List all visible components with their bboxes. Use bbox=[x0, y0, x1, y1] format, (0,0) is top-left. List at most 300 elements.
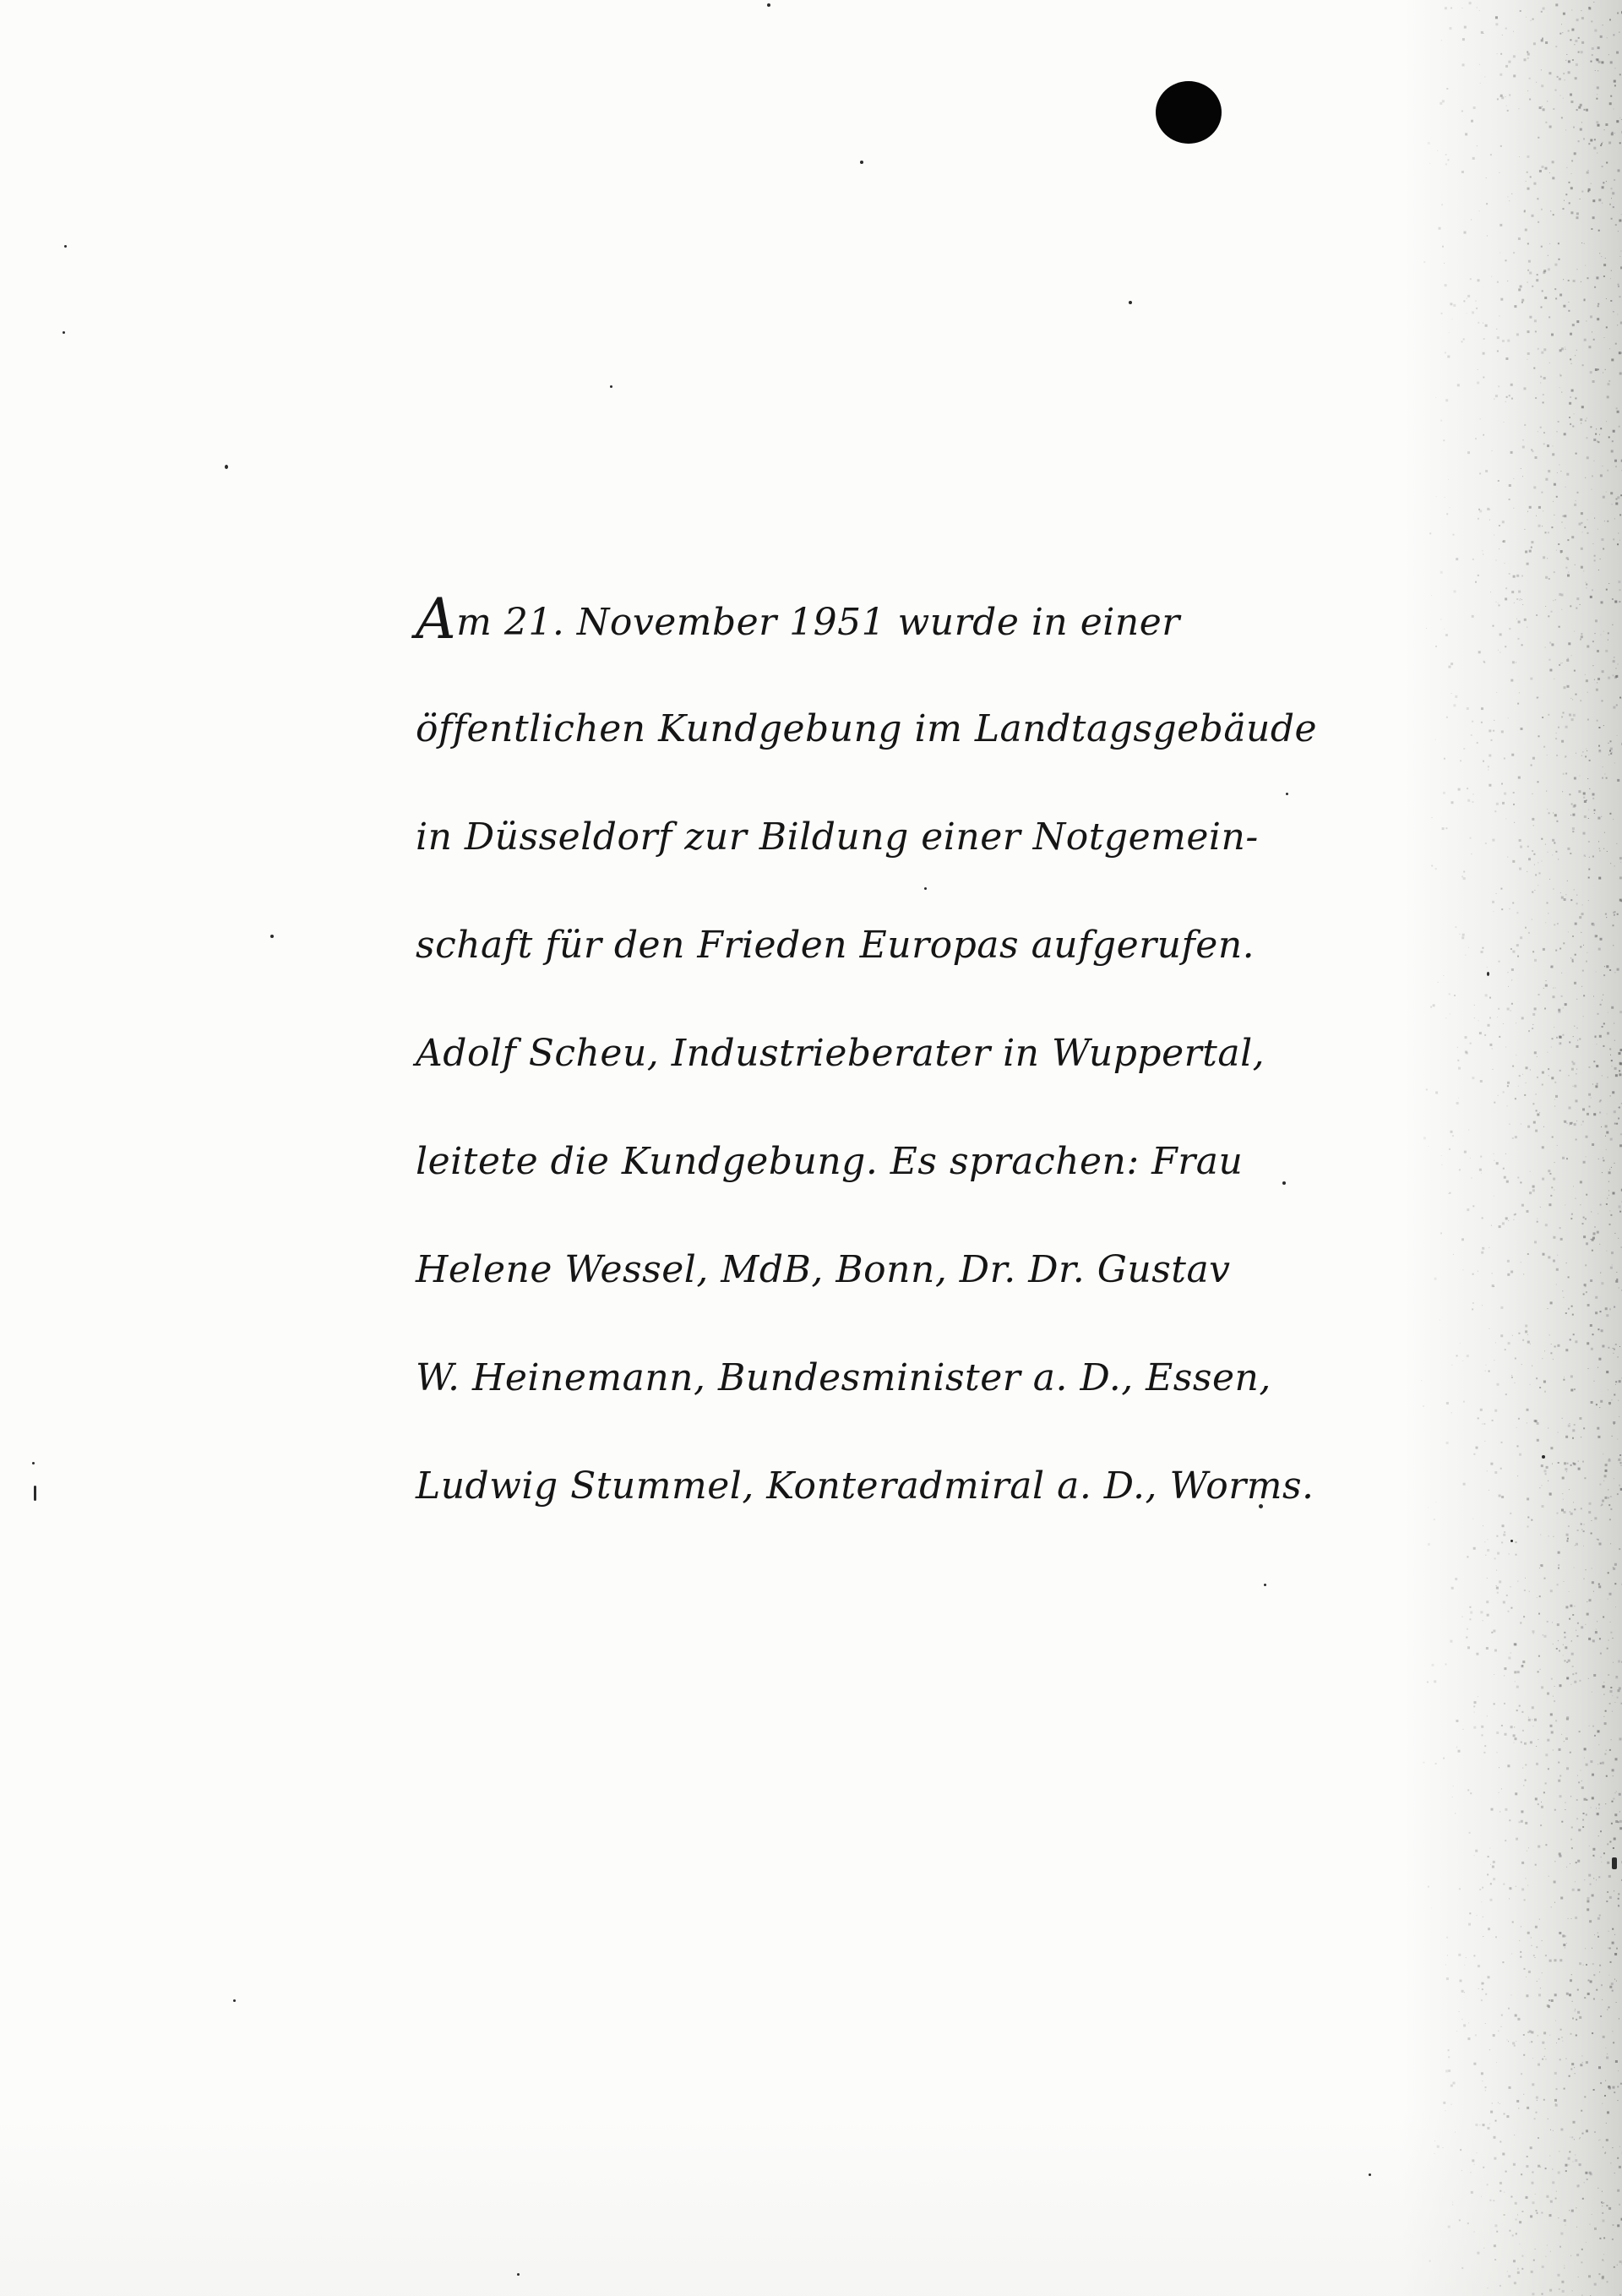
scan-grain bbox=[1562, 2037, 1563, 2038]
scan-grain bbox=[1605, 1497, 1608, 1499]
scan-grain bbox=[1603, 1159, 1604, 1161]
scan-grain bbox=[1559, 1932, 1561, 1934]
scan-grain bbox=[1435, 739, 1436, 740]
scan-grain bbox=[1583, 1427, 1585, 1429]
scan-grain bbox=[1474, 1017, 1475, 1018]
scan-grain bbox=[1497, 1383, 1500, 1386]
scan-grain bbox=[1532, 818, 1534, 821]
scan-grain bbox=[1576, 2019, 1577, 2021]
scan-grain bbox=[1532, 1013, 1535, 1016]
scan-grain bbox=[1513, 31, 1514, 32]
scan-grain bbox=[1521, 1017, 1524, 1019]
scan-grain bbox=[1571, 1827, 1573, 1829]
scan-grain bbox=[1548, 268, 1550, 270]
scan-grain bbox=[1615, 466, 1617, 467]
scan-grain bbox=[1572, 935, 1574, 937]
scan-grain bbox=[1565, 755, 1566, 757]
scan-grain bbox=[1498, 1095, 1499, 1096]
initial-letter: A bbox=[416, 586, 457, 652]
scan-grain bbox=[1550, 1447, 1553, 1449]
scan-grain bbox=[1610, 1508, 1612, 1510]
scan-grain bbox=[1606, 589, 1608, 591]
scan-grain bbox=[1495, 1936, 1497, 1938]
scan-grain bbox=[1582, 364, 1584, 366]
scan-grain bbox=[1497, 53, 1498, 54]
dust-speck bbox=[1542, 1455, 1545, 1459]
scan-grain bbox=[1589, 1502, 1592, 1505]
scan-grain bbox=[1559, 1684, 1562, 1687]
scan-grain bbox=[1573, 280, 1576, 282]
scan-grain bbox=[1544, 1578, 1546, 1579]
scan-grain bbox=[1451, 8, 1452, 9]
scan-grain bbox=[1532, 1630, 1535, 1633]
scan-grain bbox=[1555, 1720, 1557, 1721]
scan-grain bbox=[1509, 95, 1510, 96]
scan-grain bbox=[1547, 1052, 1548, 1053]
scan-grain bbox=[1606, 1775, 1608, 1777]
scan-grain bbox=[1614, 1953, 1617, 1955]
scan-grain bbox=[1585, 477, 1586, 478]
scan-grain bbox=[1558, 1009, 1560, 1012]
scan-grain bbox=[1562, 791, 1563, 792]
scan-grain bbox=[1578, 1461, 1579, 1462]
scan-grain bbox=[1610, 1687, 1612, 1688]
scan-grain bbox=[1481, 1726, 1483, 1728]
scan-grain bbox=[1583, 797, 1585, 799]
scan-grain bbox=[1565, 1646, 1567, 1649]
scan-grain bbox=[1560, 471, 1561, 472]
scan-grain bbox=[1588, 877, 1590, 879]
scan-grain bbox=[1567, 1538, 1569, 1540]
scan-grain bbox=[1449, 1192, 1451, 1194]
scan-grain bbox=[1463, 1483, 1466, 1486]
scan-grain bbox=[1580, 128, 1582, 131]
scan-grain bbox=[1563, 305, 1565, 308]
scan-grain bbox=[1606, 777, 1608, 779]
scan-grain bbox=[1485, 843, 1487, 844]
scan-grain bbox=[1586, 961, 1587, 963]
scan-grain bbox=[1613, 912, 1614, 913]
scan-grain bbox=[1485, 1993, 1487, 1995]
scan-grain bbox=[1608, 1459, 1611, 1462]
scan-grain bbox=[1571, 363, 1572, 364]
scan-grain bbox=[1593, 1974, 1595, 1976]
scan-grain bbox=[1593, 439, 1596, 441]
scan-grain bbox=[1529, 316, 1532, 319]
scan-grain bbox=[1537, 1056, 1538, 1057]
scan-grain bbox=[1458, 1750, 1461, 1753]
scan-grain bbox=[1511, 1375, 1512, 1376]
scan-grain bbox=[1598, 1013, 1599, 1015]
scan-grain bbox=[1609, 1593, 1612, 1595]
scan-grain bbox=[1575, 923, 1577, 925]
scan-grain bbox=[1552, 177, 1554, 179]
scan-grain bbox=[1594, 810, 1596, 811]
scan-grain bbox=[1614, 1934, 1615, 1935]
scan-grain bbox=[1532, 1028, 1533, 1029]
scan-grain bbox=[1482, 947, 1483, 949]
scan-grain bbox=[1543, 394, 1544, 395]
scan-grain bbox=[1529, 1192, 1532, 1194]
scan-grain bbox=[1594, 1735, 1596, 1737]
scan-grain bbox=[1556, 755, 1558, 756]
scan-grain bbox=[1440, 420, 1442, 422]
scan-grain bbox=[1545, 647, 1546, 648]
scan-grain bbox=[1569, 794, 1570, 795]
scan-grain bbox=[1569, 1489, 1570, 1490]
scan-grain bbox=[1538, 137, 1539, 139]
scan-grain bbox=[1525, 1578, 1526, 1579]
scan-grain bbox=[1575, 1917, 1577, 1919]
scan-grain bbox=[1611, 358, 1614, 361]
scan-grain bbox=[1459, 2011, 1460, 2012]
scan-grain bbox=[1496, 1570, 1497, 1571]
scan-grain bbox=[1449, 332, 1450, 333]
scan-grain bbox=[1525, 1822, 1527, 1824]
scan-grain bbox=[1543, 1792, 1545, 1793]
scan-grain bbox=[1518, 1333, 1520, 1334]
scan-grain bbox=[1532, 850, 1533, 852]
text-line-3 bbox=[416, 808, 1259, 867]
scan-grain bbox=[1615, 1758, 1618, 1760]
scan-grain bbox=[1569, 1591, 1570, 1592]
scan-grain bbox=[1522, 604, 1523, 605]
scan-grain bbox=[1576, 895, 1577, 896]
scan-grain bbox=[1571, 390, 1574, 392]
line-text: m 21. November 1951 wurde in einer bbox=[456, 601, 1180, 644]
scan-grain bbox=[1445, 1664, 1447, 1666]
scan-grain bbox=[1583, 1217, 1585, 1219]
scan-grain bbox=[1472, 559, 1474, 560]
scan-grain bbox=[1547, 2004, 1549, 2007]
scan-grain bbox=[1533, 42, 1536, 45]
scan-grain bbox=[1598, 303, 1599, 305]
scan-grain bbox=[1569, 417, 1570, 418]
scan-grain bbox=[1585, 1624, 1586, 1625]
scan-grain bbox=[1508, 1657, 1510, 1660]
scan-grain bbox=[1613, 1568, 1615, 1570]
scan-grain bbox=[1548, 1308, 1549, 1309]
scan-grain bbox=[1587, 532, 1589, 534]
scan-grain bbox=[1545, 532, 1547, 533]
scan-grain bbox=[1584, 109, 1586, 111]
scan-grain bbox=[1536, 1377, 1538, 1379]
scan-grain bbox=[1559, 1748, 1561, 1751]
text-line-9 bbox=[416, 1457, 1314, 1516]
scan-grain bbox=[1608, 1931, 1609, 1932]
scan-grain bbox=[1606, 1251, 1607, 1252]
scan-grain bbox=[1507, 2039, 1508, 2040]
scan-grain bbox=[1448, 479, 1449, 480]
scan-grain bbox=[1521, 2073, 1522, 2075]
scan-grain bbox=[1499, 172, 1500, 173]
scan-grain bbox=[1560, 892, 1561, 893]
scan-grain bbox=[1580, 776, 1581, 777]
scan-grain bbox=[1619, 1206, 1621, 1208]
scan-grain bbox=[1491, 1808, 1494, 1811]
scan-grain bbox=[1484, 1441, 1485, 1442]
scan-grain bbox=[1432, 1664, 1434, 1666]
scan-grain bbox=[1431, 595, 1432, 596]
scan-grain bbox=[1581, 986, 1582, 987]
scan-grain bbox=[1505, 1349, 1506, 1350]
line-text: Ludwig Stummel, Konteradmiral a. D., Worms. bbox=[416, 1464, 1314, 1508]
scan-grain bbox=[1485, 2086, 1487, 2088]
scan-grain bbox=[1581, 1786, 1584, 1789]
scan-grain bbox=[1541, 246, 1543, 248]
scan-grain bbox=[1588, 1093, 1591, 1096]
scan-grain bbox=[1516, 575, 1519, 577]
scan-grain bbox=[1584, 1798, 1587, 1801]
scan-grain bbox=[1566, 659, 1569, 662]
scan-grain bbox=[1515, 2015, 1517, 2017]
scan-grain bbox=[1542, 106, 1543, 107]
scan-grain bbox=[1471, 120, 1473, 123]
scan-grain bbox=[1604, 774, 1605, 775]
scan-grain bbox=[1565, 1468, 1567, 1470]
scan-grain bbox=[1489, 2049, 1490, 2050]
scan-grain bbox=[1478, 322, 1479, 324]
scan-grain bbox=[1600, 428, 1602, 429]
scan-grain bbox=[1472, 801, 1473, 803]
scan-grain bbox=[1467, 1556, 1468, 1557]
scan-grain bbox=[1494, 1410, 1497, 1412]
scan-grain bbox=[1464, 232, 1467, 234]
scan-grain bbox=[1455, 926, 1456, 928]
scan-grain bbox=[1613, 706, 1615, 709]
scan-grain bbox=[1598, 1358, 1601, 1361]
scan-grain bbox=[1573, 1062, 1576, 1065]
scan-grain bbox=[1567, 1463, 1569, 1464]
scan-grain bbox=[1535, 1797, 1538, 1800]
scan-grain bbox=[1463, 338, 1465, 340]
scan-grain bbox=[1548, 470, 1550, 472]
scan-grain bbox=[1579, 916, 1581, 919]
scan-grain bbox=[1586, 582, 1587, 583]
scan-grain bbox=[1532, 450, 1533, 452]
scan-grain bbox=[1612, 1769, 1614, 1771]
scan-grain bbox=[1449, 27, 1451, 30]
scan-grain bbox=[1544, 1470, 1547, 1472]
scan-grain bbox=[1617, 779, 1619, 782]
scan-grain bbox=[1554, 1861, 1555, 1862]
scan-grain bbox=[1590, 1884, 1592, 1885]
scan-grain bbox=[1454, 995, 1456, 996]
scan-grain bbox=[1489, 997, 1491, 999]
scan-grain bbox=[1477, 742, 1478, 744]
scan-grain bbox=[1563, 13, 1565, 15]
scan-grain bbox=[1592, 1333, 1594, 1335]
scan-grain bbox=[1608, 1497, 1609, 1499]
scan-grain bbox=[1609, 102, 1612, 105]
scan-grain bbox=[1518, 1086, 1519, 1087]
scan-grain bbox=[1583, 945, 1584, 946]
scan-grain bbox=[1478, 651, 1481, 653]
scan-grain bbox=[1521, 299, 1524, 302]
scan-grain bbox=[1476, 1447, 1478, 1449]
scan-grain bbox=[1485, 470, 1488, 472]
scan-grain bbox=[1539, 1919, 1540, 1920]
scan-grain bbox=[1527, 53, 1530, 56]
scan-grain bbox=[1509, 499, 1510, 500]
scan-grain bbox=[1596, 428, 1597, 429]
scan-grain bbox=[1502, 541, 1504, 543]
scan-grain bbox=[1521, 1711, 1523, 1713]
scan-grain bbox=[1549, 812, 1550, 814]
scan-grain bbox=[1554, 1082, 1556, 1083]
scan-grain bbox=[1571, 29, 1574, 31]
scan-grain bbox=[1620, 1462, 1622, 1464]
scan-grain bbox=[1445, 399, 1448, 401]
scan-grain bbox=[1524, 58, 1527, 61]
scan-grain bbox=[1569, 714, 1571, 717]
scan-grain bbox=[1543, 988, 1544, 989]
scan-grain bbox=[1542, 38, 1543, 40]
scan-grain bbox=[1554, 483, 1556, 486]
scan-grain bbox=[1489, 1017, 1491, 1019]
scan-grain bbox=[1473, 1547, 1476, 1550]
scan-grain bbox=[1574, 889, 1575, 890]
scan-grain bbox=[1462, 1269, 1463, 1270]
scan-grain bbox=[1591, 1807, 1592, 1808]
scan-grain bbox=[1567, 559, 1569, 560]
scan-grain bbox=[1559, 294, 1562, 297]
scan-grain bbox=[1544, 2056, 1545, 2057]
scan-grain bbox=[1562, 32, 1563, 33]
scan-grain bbox=[1569, 202, 1570, 204]
scan-grain bbox=[1570, 1752, 1571, 1753]
scan-grain bbox=[1619, 1793, 1621, 1796]
scan-grain bbox=[1610, 61, 1613, 63]
scan-grain bbox=[1582, 1223, 1584, 1224]
scan-grain bbox=[1500, 1306, 1503, 1309]
scan-grain bbox=[1577, 492, 1579, 494]
scan-grain bbox=[1598, 199, 1601, 201]
scan-grain bbox=[1574, 413, 1575, 414]
scan-grain bbox=[1587, 437, 1588, 439]
scan-grain bbox=[1608, 1975, 1609, 1976]
scan-grain bbox=[1507, 1273, 1510, 1276]
scan-grain bbox=[1618, 664, 1619, 665]
scan-grain bbox=[1501, 96, 1504, 99]
scan-grain bbox=[1553, 1260, 1555, 1263]
scan-grain bbox=[1592, 1084, 1593, 1085]
scan-grain bbox=[1590, 426, 1592, 428]
scan-grain bbox=[1605, 1470, 1608, 1472]
scan-grain bbox=[1608, 1674, 1609, 1676]
scan-grain bbox=[1510, 1271, 1513, 1273]
scan-grain bbox=[1603, 1685, 1605, 1688]
scan-grain bbox=[1613, 1798, 1614, 1800]
scan-grain bbox=[1525, 927, 1527, 929]
scan-grain bbox=[1583, 1016, 1584, 1017]
scan-grain bbox=[1434, 1680, 1436, 1682]
scan-grain bbox=[1618, 1893, 1619, 1895]
scan-grain bbox=[1531, 2031, 1533, 2034]
scan-grain bbox=[1456, 1102, 1459, 1104]
scan-grain bbox=[1554, 924, 1555, 925]
scan-grain bbox=[1451, 1587, 1454, 1590]
scan-grain bbox=[1607, 521, 1608, 522]
scan-grain bbox=[1598, 1744, 1599, 1745]
scan-grain bbox=[1617, 1439, 1618, 1440]
scan-grain bbox=[1571, 1641, 1572, 1642]
scan-grain bbox=[1572, 961, 1574, 963]
scan-grain bbox=[1605, 1136, 1606, 1137]
scan-grain bbox=[1613, 1775, 1614, 1776]
scan-grain bbox=[1473, 1955, 1475, 1956]
scan-grain bbox=[1527, 243, 1529, 244]
scan-grain bbox=[1500, 145, 1502, 147]
scan-grain bbox=[1576, 1069, 1577, 1070]
scan-grain bbox=[1541, 307, 1543, 308]
scan-grain bbox=[1610, 300, 1612, 302]
scan-grain bbox=[1594, 555, 1596, 557]
scan-grain bbox=[1603, 275, 1605, 277]
scan-grain bbox=[1477, 382, 1479, 384]
dust-speck bbox=[225, 465, 228, 469]
scan-grain bbox=[1466, 1957, 1467, 1958]
scan-grain bbox=[1607, 1198, 1608, 1199]
scan-grain bbox=[1619, 1820, 1622, 1823]
scan-grain bbox=[1559, 1650, 1560, 1652]
scan-grain bbox=[1590, 371, 1592, 374]
scan-grain bbox=[1611, 218, 1613, 220]
scan-grain bbox=[1517, 1177, 1519, 1179]
scan-grain bbox=[1489, 755, 1491, 757]
scan-grain bbox=[1614, 1394, 1615, 1396]
scan-grain bbox=[1603, 2036, 1605, 2038]
scan-grain bbox=[1617, 968, 1619, 971]
scan-grain bbox=[1576, 1818, 1578, 1819]
scan-grain bbox=[1456, 1355, 1458, 1356]
scan-grain bbox=[1564, 200, 1565, 201]
scan-grain bbox=[1619, 1380, 1621, 1383]
scan-grain bbox=[1445, 2070, 1448, 2072]
scan-grain bbox=[1574, 1424, 1576, 1426]
scan-grain bbox=[1570, 39, 1571, 41]
scan-grain bbox=[1528, 260, 1531, 263]
scan-grain bbox=[1532, 1189, 1535, 1192]
scan-grain bbox=[1569, 1107, 1571, 1110]
scan-grain bbox=[1587, 1304, 1590, 1306]
scan-grain bbox=[1610, 1496, 1612, 1497]
scan-grain bbox=[1510, 679, 1513, 682]
scan-grain bbox=[1583, 1965, 1584, 1966]
scan-grain bbox=[1576, 350, 1577, 351]
scan-grain bbox=[1436, 496, 1437, 497]
scan-grain bbox=[1594, 1226, 1596, 1228]
scan-grain bbox=[1588, 1511, 1591, 1513]
scan-grain bbox=[1580, 700, 1581, 701]
scan-grain bbox=[1569, 1041, 1570, 1043]
scan-grain bbox=[1590, 596, 1592, 598]
scan-grain bbox=[1538, 735, 1540, 737]
scan-grain bbox=[1503, 1601, 1505, 1604]
scan-grain bbox=[1581, 122, 1582, 123]
scan-grain bbox=[1485, 1555, 1486, 1556]
scan-grain bbox=[1550, 1352, 1552, 1354]
line-text: in Düsseldorf zur Bildung einer Notgemein- bbox=[416, 815, 1259, 859]
scan-grain bbox=[1575, 355, 1576, 356]
scan-grain bbox=[1508, 717, 1509, 718]
scan-grain bbox=[1607, 470, 1608, 472]
scan-grain bbox=[1591, 61, 1592, 63]
scan-grain bbox=[1619, 589, 1621, 591]
scan-grain bbox=[1598, 1876, 1600, 1878]
scan-grain bbox=[1598, 61, 1601, 63]
scan-grain bbox=[1512, 903, 1514, 904]
